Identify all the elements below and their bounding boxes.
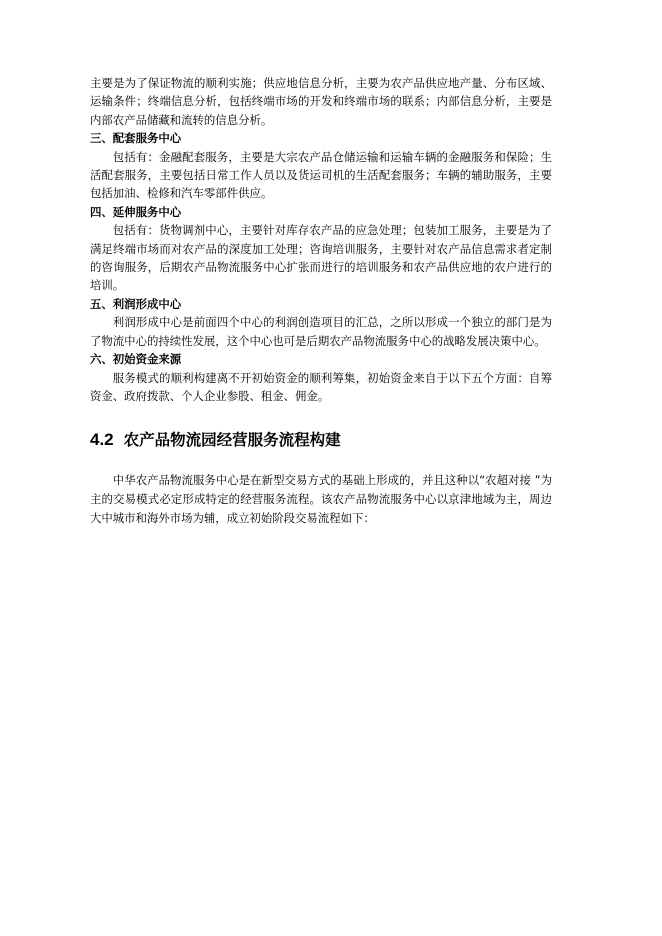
paragraph-initial-funding: 服务模式的顺利构建离不开初始资金的顺利筹集，初始资金来自于以下五个方面：自筹资金、政府拨款、个人企业参股、租金、佣金。 xyxy=(90,370,552,403)
heading-initial-funding: 六、初始资金来源 xyxy=(90,352,182,367)
paragraph-support-services: 包括有：金融配套服务，主要是大宗农产品仓储运输和运输车辆的金融服务和保险；生活配套服务，主要包括日常工作人员以及货运司机的生活配套服务；车辆的辅助服务，主要包括加油、检修和汽车零部件供应。 xyxy=(90,149,552,201)
section-title-text: 农产品物流园经营服务流程构建 xyxy=(123,431,341,449)
heading-profit-center: 五、利润形成中心 xyxy=(90,296,182,311)
section-number: 4.2 xyxy=(90,430,114,449)
heading-support-services: 三、配套服务中心 xyxy=(90,131,182,146)
paragraph-extended-services: 包括有：货物调剂中心，主要针对库存农产品的应急处理；包装加工服务，主要是为了满足终端市场而对农产品的深度加工处理；咨询培训服务，主要针对农产品信息需求者定制的咨询服务，后期农产品物流服务中心扩张而进行的培训服务和农产品供应地的农户进行的培训。 xyxy=(90,223,552,293)
paragraph-profit-center: 利润形成中心是前面四个中心的利润创造项目的汇总，之所以形成一个独立的部门是为了物流中心的持续性发展，这个中心也可是后期农产品物流服务中心的战略发展决策中心。 xyxy=(90,315,552,348)
heading-extended-services: 四、延伸服务中心 xyxy=(90,204,182,219)
section-body xyxy=(90,471,552,528)
paragraph-info-analysis: 主要是为了保证物流的顺利实施；供应地信息分析，主要为农产品供应地产量、分布区域、运输条件；终端信息分析，包括终端市场的开发和终端市场的联系；内部信息分析，主要是内部农产品储藏和流转的信息分析。 xyxy=(90,76,552,127)
paragraph-section-intro: 中华农产品物流服务中心是在新型交易方式的基础上形成的，并且这种以“农超对接 ”为主的交易模式必定形成特定的经营服务流程。该农产品物流服务中心以京津地域为主，周边大中城市和海外市场为辅，成立初始阶段交易流程如下： xyxy=(90,473,552,525)
section-heading xyxy=(90,428,570,456)
document-body xyxy=(90,74,552,405)
